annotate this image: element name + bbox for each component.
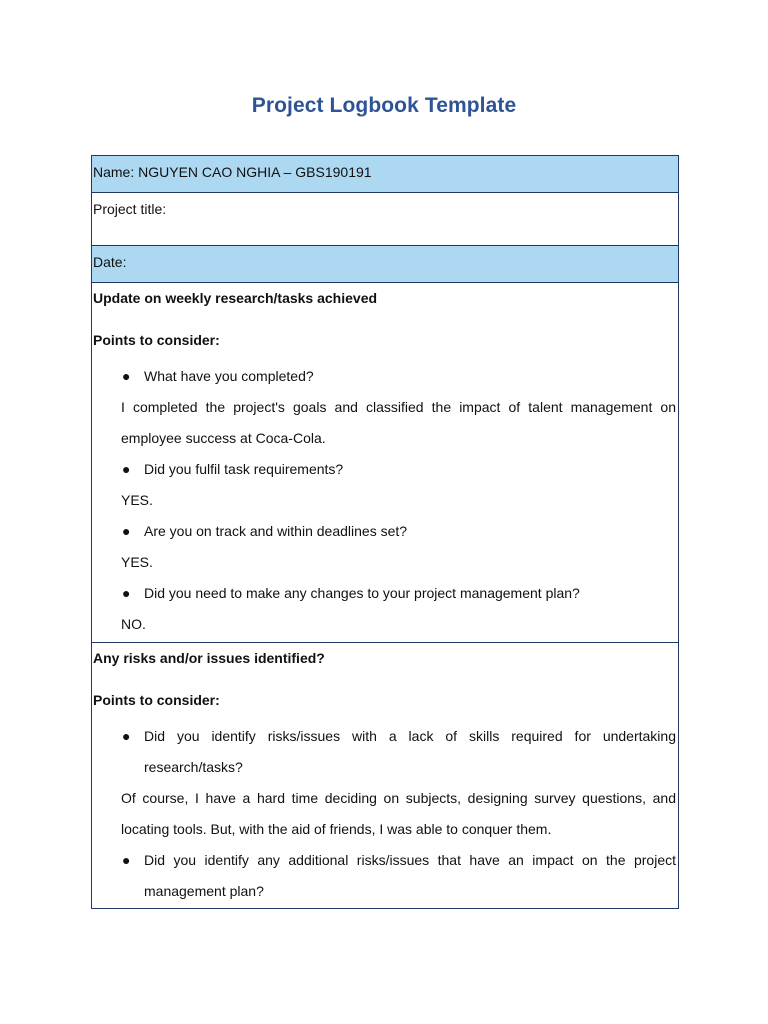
bullet-question: Did you identify any additional risks/issues that have an impact on the project management plan?: [144, 852, 676, 899]
update-cell: [92, 283, 679, 643]
risks-heading: Any risks and/or issues identified?: [93, 650, 325, 666]
update-bullet-1: [93, 361, 678, 392]
project-title-row: [92, 193, 679, 246]
risks-points-label: Points to consider:: [93, 692, 220, 708]
bullet-question: Did you fulfil task requirements?: [144, 461, 344, 477]
update-bullet-4: [93, 578, 678, 609]
date-cell: [92, 246, 679, 283]
risks-bullet-1: [93, 721, 678, 783]
update-bullet-3: [93, 516, 678, 547]
bullet-question: What have you completed?: [144, 368, 314, 384]
name-row: [92, 156, 679, 193]
bullet-question: Did you need to make any changes to your project management plan?: [144, 585, 580, 601]
bullet-answer: NO.: [121, 616, 146, 632]
update-row: [92, 283, 679, 643]
bullet-question: Did you identify risks/issues with a lack of skills required for undertaking research/tasks?: [144, 728, 676, 775]
bullet-question: Are you on track and within deadlines set?: [144, 523, 408, 539]
logbook-table: [91, 155, 679, 909]
bullet-answer: Of course, I have a hard time deciding on subjects, designing survey questions, and locating tools. But, with the aid of friends, I was able to conquer them.: [121, 790, 676, 837]
risks-row: [92, 643, 679, 909]
bullet-answer: YES.: [121, 554, 153, 570]
update-points-label: Points to consider:: [93, 332, 220, 348]
update-heading: Update on weekly research/tasks achieved: [93, 290, 378, 306]
bullet-icon: ●: [122, 368, 131, 384]
bullet-answer: I completed the project's goals and classified the impact of talent management on employee success at Coca-Cola.: [121, 399, 676, 446]
risks-cell: [92, 643, 679, 909]
bullet-icon: ●: [122, 461, 131, 477]
bullet-icon: ●: [122, 523, 131, 539]
name-label: Name: NGUYEN CAO NGHIA – GBS190191: [93, 164, 372, 180]
bullet-icon: ●: [122, 852, 131, 868]
project-title-label: Project title:: [93, 201, 167, 217]
update-bullet-2: [93, 454, 678, 485]
document-title: Project Logbook Template: [251, 94, 517, 117]
date-label: Date:: [93, 254, 127, 270]
project-title-cell: [92, 193, 679, 246]
date-row: [92, 246, 679, 283]
risks-bullet-2: [93, 845, 678, 907]
bullet-icon: ●: [122, 728, 131, 744]
bullet-answer: YES.: [121, 492, 153, 508]
bullet-icon: ●: [122, 585, 131, 601]
name-cell: [92, 156, 679, 193]
